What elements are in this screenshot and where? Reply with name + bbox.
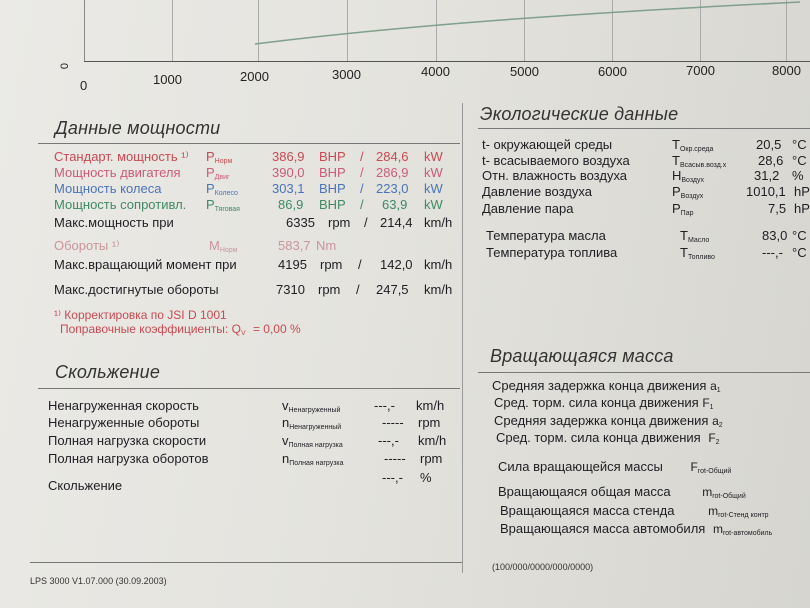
row-unit: % — [792, 168, 804, 183]
row-symbol: $T_{Всасыв.возд.х}$ — [672, 153, 727, 169]
row-separator: / — [356, 282, 360, 297]
row-unit-kw: kW — [424, 181, 443, 196]
row-label: t- окружающей среды — [482, 137, 613, 152]
row-value: 20,5 — [756, 137, 782, 152]
row-value-kw: 223,0 — [376, 181, 409, 196]
row-label: Температура масла — [486, 228, 606, 243]
row-symbol: $a_1$ — [710, 379, 721, 394]
row-value: ----- — [382, 415, 404, 430]
axis-zero-label: 0 — [59, 62, 72, 70]
divider — [478, 128, 810, 129]
row-symbol: $F_2$ — [708, 431, 720, 446]
row-label: Сила вращающейся массы — [498, 459, 663, 474]
row-symbol: $m_{rot-автомобиль}$ — [712, 522, 773, 537]
tick-label: 6000 — [598, 64, 627, 79]
chart-fragment — [0, 0, 810, 100]
row-unit: °C — [792, 153, 807, 168]
row-unit: hP — [794, 184, 810, 199]
row-label: Вращающаяся масса стенда — [500, 503, 675, 518]
row-label: Мощность сопротивл. — [54, 197, 187, 212]
row-symbol: $v_{Полная нагрузка}$ — [282, 433, 343, 449]
tick-label: 2000 — [240, 69, 269, 84]
tick-label: 7000 — [686, 63, 715, 78]
row-drag-power — [54, 197, 443, 213]
divider — [38, 143, 460, 144]
row-label: Полная нагрузка оборотов — [48, 451, 209, 466]
divider — [30, 562, 462, 563]
row-unloaded-revs — [48, 415, 441, 431]
row-unit: km/h — [416, 398, 445, 413]
row-wheel-power — [54, 181, 443, 197]
row-unit: °C — [792, 137, 807, 152]
row-symbol: $P_{Тяговая}$ — [206, 197, 240, 213]
row-value: ---,- — [382, 470, 403, 485]
row-label: Давление воздуха — [482, 184, 592, 199]
row-value-speed: 214,4 — [380, 215, 413, 230]
row-value: 83,0 — [762, 228, 788, 243]
row-stand-rot-mass — [500, 503, 769, 519]
row-symbol: $H_{Воздух}$ — [672, 168, 705, 184]
row-value-rpm: 7310 — [276, 282, 305, 297]
row-symbol: $M_{Норм}$ — [209, 238, 238, 254]
row-standard-power — [54, 149, 443, 165]
row-label: Вращающаяся масса автомобиля — [500, 521, 706, 536]
row-brake-force-1 — [494, 395, 714, 411]
row-symbol: $P_{Колесо}$ — [206, 181, 238, 197]
row-value: ---,- — [374, 398, 395, 413]
row-value-speed: 247,5 — [376, 282, 409, 297]
row-label: Вращающаяся общая масса — [498, 484, 671, 499]
section-title-slip: Скольжение — [55, 362, 161, 382]
row-unit-bhp: BHP — [319, 197, 346, 212]
tick-label: 4000 — [421, 64, 450, 79]
row-label: Обороты ¹⁾ — [54, 238, 120, 253]
row-separator: / — [360, 197, 364, 212]
row-value-rpm: 4195 — [278, 257, 307, 272]
row-total-rot-mass — [498, 484, 746, 500]
row-value-bhp: 390,0 — [272, 165, 305, 180]
row-unit: % — [420, 470, 432, 485]
column-divider — [462, 103, 463, 573]
row-value: 7,5 — [768, 201, 787, 216]
row-unit-speed: km/h — [424, 215, 453, 230]
row-value: ----- — [384, 451, 406, 466]
row-value: 31,2 — [754, 168, 780, 183]
row-value: ---,- — [762, 245, 783, 260]
row-label: Макс.мощность при — [54, 215, 174, 230]
row-label: Ненагруженная скорость — [48, 398, 199, 413]
row-value: 1010,1 — [746, 184, 786, 199]
section-title-rotating-mass: Вращающаяся масса — [490, 346, 674, 366]
row-torque-norm — [54, 238, 337, 254]
row-separator: / — [360, 181, 364, 196]
row-engine-power — [54, 165, 443, 181]
row-value-nm: 583,7 — [278, 238, 311, 253]
row-max-revs — [54, 282, 453, 297]
row-value-bhp: 86,9 — [278, 197, 304, 212]
row-label: Стандарт. мощность ¹⁾ — [54, 149, 189, 164]
divider — [478, 372, 810, 373]
row-avg-decel-2 — [494, 413, 723, 429]
row-full-load-speed — [48, 433, 447, 449]
row-unit-bhp: BHP — [319, 181, 346, 196]
row-label: Температура топлива — [486, 245, 618, 260]
row-unit-rpm: rpm — [318, 282, 341, 297]
correction-factor: Поправочные коэффициенты: $Q_V = 0,00$ % — [60, 322, 301, 337]
row-unit-nm: Nm — [316, 238, 337, 253]
row-unit: rpm — [420, 451, 443, 466]
row-unit: rpm — [418, 415, 441, 430]
row-unit-rpm: rpm — [320, 257, 343, 272]
row-symbol: $m_{rot-Стенд контр}$ — [708, 504, 769, 519]
curve-line — [0, 0, 810, 62]
row-value: ---,- — [378, 433, 399, 448]
tick-label: 1000 — [153, 72, 182, 87]
row-unit: °C — [792, 245, 807, 260]
row-label: Макс.вращающий момент при — [54, 257, 237, 272]
row-symbol: $n_{Полная нагрузка}$ — [282, 451, 344, 467]
row-full-load-revs — [48, 451, 443, 467]
row-label: Мощность колеса — [54, 181, 162, 196]
row-oil-temp — [486, 228, 807, 244]
row-symbol: $n_{Ненагруженный}$ — [282, 415, 342, 431]
correction-note: ¹⁾ Корректировка по JSI D 1001 — [54, 308, 227, 322]
row-value-bhp: 386,9 — [272, 149, 305, 164]
row-symbol: $T_{Окр.среда}$ — [672, 137, 714, 153]
row-fuel-temp — [486, 245, 807, 261]
row-label: Сред. торм. сила конца движения — [496, 430, 701, 445]
row-vapor-pressure — [482, 201, 810, 217]
row-max-power-at — [54, 215, 453, 230]
row-value-kw: 63,9 — [382, 197, 408, 212]
row-symbol: $a_2$ — [712, 414, 723, 429]
row-unit-kw: kW — [424, 197, 443, 212]
version-footer: LPS 3000 V1.07.000 (30.09.2003) — [30, 576, 167, 586]
row-symbol: $P_{Воздух}$ — [672, 184, 704, 200]
row-label: Отн. влажность воздуха — [482, 168, 628, 183]
row-ambient-temp — [482, 137, 807, 153]
row-value-rpm: 6335 — [286, 215, 315, 230]
row-unit-kw: kW — [424, 149, 443, 164]
row-intake-temp — [482, 153, 807, 169]
row-unit: °C — [792, 228, 807, 243]
row-air-pressure — [482, 184, 810, 200]
row-unloaded-speed — [48, 398, 445, 414]
row-symbol: $P_{Норм}$ — [206, 149, 233, 165]
row-unit-speed: km/h — [424, 257, 453, 272]
row-label: Средняя задержка конца движения — [492, 378, 707, 393]
row-vehicle-rot-mass — [500, 521, 772, 537]
row-avg-decel-1 — [492, 378, 721, 394]
row-label: Сред. торм. сила конца движения — [494, 395, 699, 410]
row-label: Макс.достигнутые обороты — [54, 282, 219, 297]
row-value: 28,6 — [758, 153, 784, 168]
row-label: Ненагруженные обороты — [48, 415, 200, 430]
row-label: Давление пара — [482, 201, 574, 216]
row-symbol: $T_{Масло}$ — [680, 228, 710, 244]
row-unit: km/h — [418, 433, 447, 448]
row-label: t- всасываемого воздуха — [482, 153, 630, 168]
row-label: Полная нагрузка скорости — [48, 433, 207, 448]
row-label: Мощность двигателя — [54, 165, 181, 180]
row-unit-kw: kW — [424, 165, 443, 180]
row-value-kw: 286,9 — [376, 165, 409, 180]
tick-label: 5000 — [510, 64, 539, 79]
code-footer: (100/000/0000/000/0000) — [492, 562, 594, 572]
row-separator: / — [364, 215, 368, 230]
row-symbol: $F_1$ — [702, 396, 714, 411]
tick-label: 3000 — [332, 67, 361, 82]
section-title-power: Данные мощности — [55, 118, 221, 138]
row-separator: / — [358, 257, 362, 272]
row-unit-rpm: rpm — [328, 215, 351, 230]
row-unit-bhp: BHP — [319, 149, 346, 164]
row-separator: / — [360, 149, 364, 164]
row-symbol: $T_{Топливо}$ — [680, 245, 715, 261]
row-value-bhp: 303,1 — [272, 181, 305, 196]
row-brake-force-2 — [496, 430, 720, 446]
row-value-kw: 284,6 — [376, 149, 409, 164]
row-separator: / — [360, 165, 364, 180]
row-symbol: $P_{Пар}$ — [672, 201, 694, 217]
row-max-torque-at — [54, 257, 453, 272]
row-slip — [48, 470, 432, 493]
tick-label: 8000 — [772, 63, 801, 78]
row-unit-speed: km/h — [424, 282, 453, 297]
row-symbol: $v_{Ненагруженный}$ — [282, 398, 341, 414]
tick-label: 0 — [80, 78, 88, 93]
row-label: Скольжение — [48, 478, 123, 493]
row-unit-bhp: BHP — [319, 165, 346, 180]
row-symbol: $P_{Двиг}$ — [206, 165, 230, 181]
row-label: Средняя задержка конца движения — [494, 413, 709, 428]
row-humidity — [482, 168, 804, 184]
row-symbol: $m_{rot-Общий}$ — [702, 485, 746, 500]
section-title-eco: Экологические данные — [480, 104, 679, 124]
row-symbol: $F_{rot-Общий}$ — [690, 460, 732, 475]
row-value-speed: 142,0 — [380, 257, 413, 272]
divider — [38, 388, 460, 389]
row-unit: hP — [794, 201, 810, 216]
row-rotating-force — [498, 459, 731, 475]
